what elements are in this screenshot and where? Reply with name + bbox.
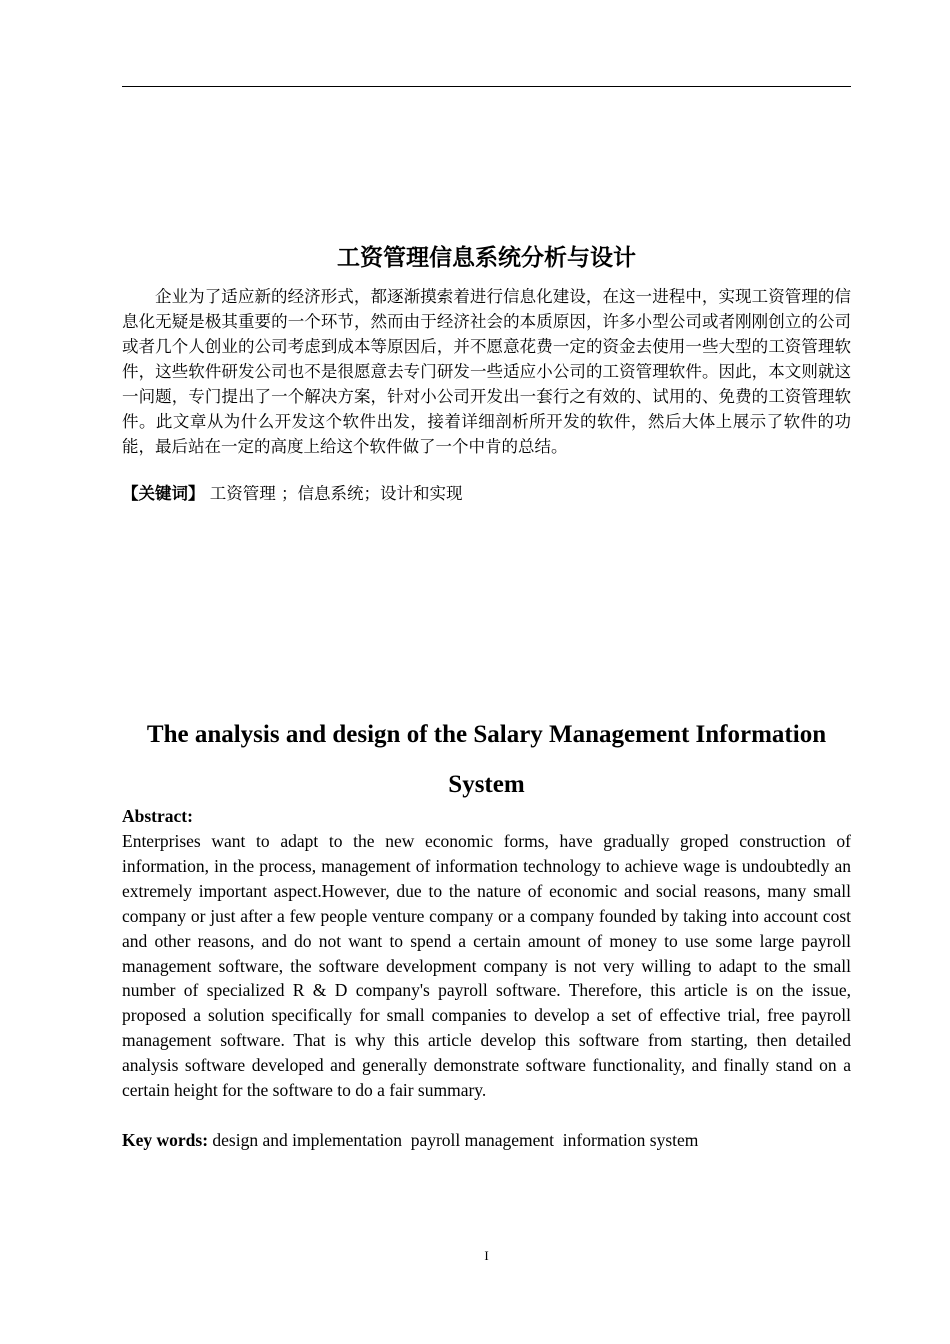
english-keywords-text: design and implementation payroll management information system — [208, 1130, 699, 1150]
chinese-abstract: 企业为了适应新的经济形式，都逐渐摸索着进行信息化建设，在这一进程中，实现工资管理的信息化无疑是极其重要的一个环节，然而由于经济社会的本质原因，许多小型公司或者刚刚创立的公司或者几个人创业的公司考虑到成本等原因后，并不愿意花费一定的资金去使用一些大型的工资管理软件，这些软件研发公司也不是很愿意去专门研发一些适应小公司的工资管理软件。因此，本文则就这一问题，专门提出了一个解决方案，针对小公司开发出一套行之有效的、试用的、免费的工资管理软件。此文章从为什么开发这个软件出发，接着详细剖析所开发的软件，然后大体上展示了软件的功能，最后站在一定的高度上给这个软件做了一个中肯的总结。 — [122, 287, 851, 456]
chinese-keywords-label: 【关键词】 — [122, 484, 205, 503]
english-title: The analysis and design of the Salary Management Information System — [146, 721, 827, 798]
english-abstract: Enterprises want to adapt to the new economic forms, have gradually groped construction of information, in the process, management of information technology to achieve wage is undoubtedly an extremely important aspect.However, due to the nature of economic and social reasons, many small company or just after a few people venture company or a company founded by taking into account cost and other reasons, and do not want to spend a certain amount of money to use some large payroll management software, the software development company is not very willing to adapt to the small number of specialized R & D company's payroll software. Therefore, this article is on the issue, proposed a solution specifically for small companies to develop a set of effective trial, free payroll management software. That is why this article develop this software from starting, then detailed analysis software developed and generally demonstrate software functionality, and finally stand on a certain height for the software to do a fair summary. — [122, 831, 851, 1101]
english-keywords-label: Key words: — [122, 1130, 209, 1150]
chinese-keywords — [122, 482, 851, 506]
header-rule — [122, 86, 851, 87]
page-number: I — [484, 1248, 489, 1263]
chinese-title: 工资管理信息系统分析与设计 — [337, 245, 636, 271]
english-abstract-label: Abstract: — [122, 806, 193, 826]
chinese-keywords-text: 工资管理 ；信息系统；设计和实现 — [204, 484, 463, 503]
english-keywords — [122, 1128, 851, 1152]
